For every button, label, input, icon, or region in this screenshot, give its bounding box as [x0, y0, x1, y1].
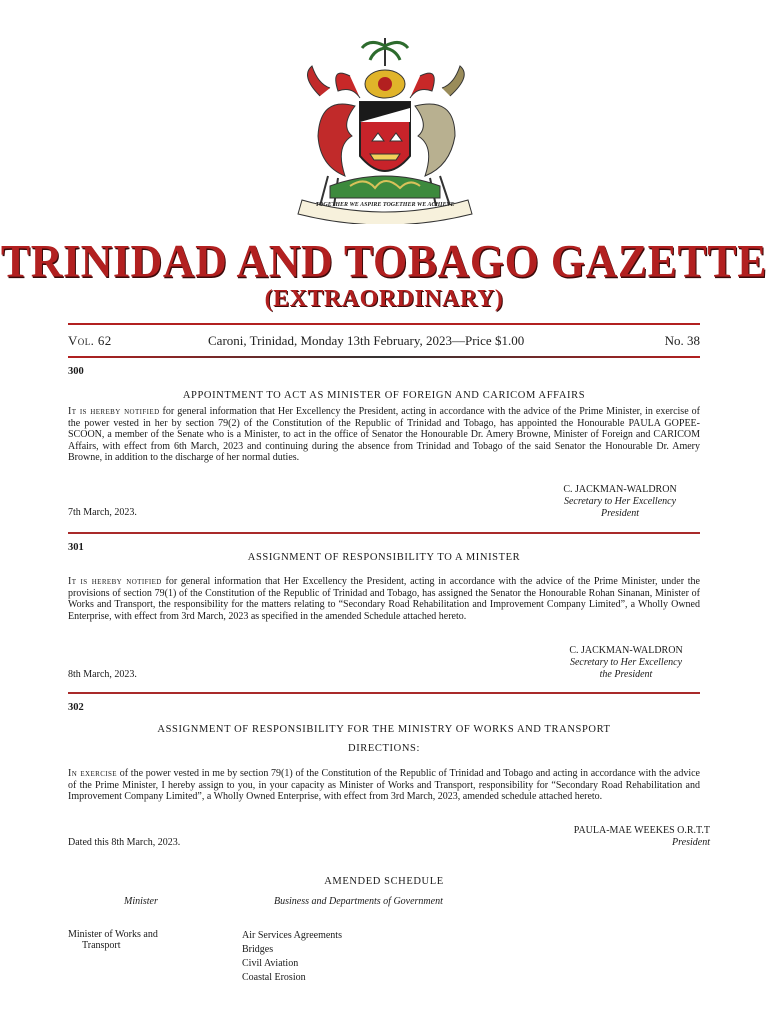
issue-number: No. 38 [664, 333, 700, 348]
notice-number: 302 [68, 702, 84, 713]
schedule-minister [68, 929, 218, 951]
notice-text: for general information that Her Excellency the President, acting in accordance with the advice of the Prime Minister, under the provisions of section 79(1) of the Constitution of the Republic of Trinidad and Tobago, has assigned the Senator the Honourable Rohan Sinanan, Minister of Works and Transport, the responsibility for the matters relating to “Secondary Road Rehabilitation and Improvement Company Limited”, a Wholly Owned Enterprise, with effect from 3rd March, 2023 as specified in the amended Schedule attached hereto. [68, 576, 700, 622]
signatory-role: Secretary to Her Excellency [563, 496, 677, 507]
duty-item: Civil Aviation [242, 958, 299, 969]
notice-number: 300 [68, 366, 84, 377]
coat-of-arms [290, 36, 480, 224]
signatory-name: C. JACKMAN-WALDRON [563, 484, 677, 495]
signatory-role: Secretary to Her Excellency [569, 657, 683, 668]
notice-body [68, 576, 700, 622]
notice-separator [68, 532, 700, 534]
notice-lead: In exercise [68, 768, 117, 779]
notice-separator [68, 692, 700, 694]
signature-block [546, 645, 706, 681]
notice-text: for general information that Her Excellency the President, acting in accordance with the advice of the Prime Minister, in exercise of the power vested in her by section 79(2) of the Constitution of the Republic of Trinidad and Tobago, has appointed the Honourable PAULA GOPEE-SCOON, a member of the Senate who is a Minister, to act in the office of Senator the Honourable Dr. Amery Browne, Minister of Foreign and CARICOM Affairs, with effect from 6th March, 2023 and continuing during the absence from Trinidad and Tobago of the said Senator the Honourable Dr. Amery Browne, in addition to the discharge of her normal duties. [68, 406, 700, 464]
notice-heading: ASSIGNMENT OF RESPONSIBILITY FOR THE MINISTRY OF WORKS AND TRANSPORT [157, 724, 611, 735]
notice-number: 301 [68, 542, 84, 553]
notice-heading: ASSIGNMENT OF RESPONSIBILITY TO A MINISTER [247, 552, 521, 563]
motto-ribbon: TOGETHER WE ASPIRE TOGETHER WE ACHIEVE [315, 202, 455, 208]
gazette-subtitle: (EXTRAORDINARY) [264, 286, 504, 312]
signatory-name: PAULA-MAE WEEKES O.R.T.T [573, 825, 710, 836]
signatory-role: President [672, 837, 710, 848]
schedule-col-business: Business and Departments of Government [274, 896, 443, 907]
notice-subheading: DIRECTIONS: [348, 743, 420, 754]
minister-line: Minister of Works and [68, 929, 158, 940]
notice-lead: It is hereby notified [68, 576, 162, 587]
duty-item: Coastal Erosion [242, 972, 306, 983]
notice-heading: APPOINTMENT TO ACT AS MINISTER OF FOREIGN AND CARICOM AFFAIRS [182, 390, 586, 401]
masthead-rule-bottom [68, 356, 700, 358]
schedule-col-minister: Minister [124, 896, 158, 907]
masthead-rule-top [68, 323, 700, 325]
notice-date: Dated this 8th March, 2023. [68, 837, 181, 848]
signature-block [520, 825, 710, 849]
minister-line: Transport [82, 940, 121, 951]
signature-block [540, 484, 700, 520]
notice-lead: It is hereby notified [68, 406, 160, 417]
signatory-role-2: President [601, 508, 639, 519]
duty-item: Bridges [242, 944, 274, 955]
notice-date: 7th March, 2023. [68, 507, 137, 518]
gazette-title: TRINIDAD AND TOBAGO GAZETTE [0, 235, 768, 288]
place-date-price: Caroni, Trinidad, Monday 13th February, 2023—Price $1.00 [208, 333, 525, 348]
volume-number: Vol. 62 [68, 333, 112, 348]
notice-body [68, 768, 700, 803]
signatory-role-2: the President [599, 669, 653, 680]
notice-text: of the power vested in me by section 79(1) of the Constitution of the Republic of Trinidad and Tobago and acting in accordance with the advice of the Prime Minister, I hereby assign to you, in your capacity as Minister of Works and Transport, responsibility for “Secondary Road Rehabilitation and Improvement Company Limited”, a Wholly Owned Enterprise, with effect from 3rd March, 2023, amended schedule attached hereto. [68, 768, 700, 803]
schedule-duties [242, 929, 342, 985]
notice-date: 8th March, 2023. [68, 669, 137, 680]
signatory-name: C. JACKMAN-WALDRON [569, 645, 683, 656]
schedule-title: AMENDED SCHEDULE [324, 876, 444, 887]
notice-body [68, 406, 700, 464]
duty-item: Air Services Agreements [242, 930, 342, 941]
